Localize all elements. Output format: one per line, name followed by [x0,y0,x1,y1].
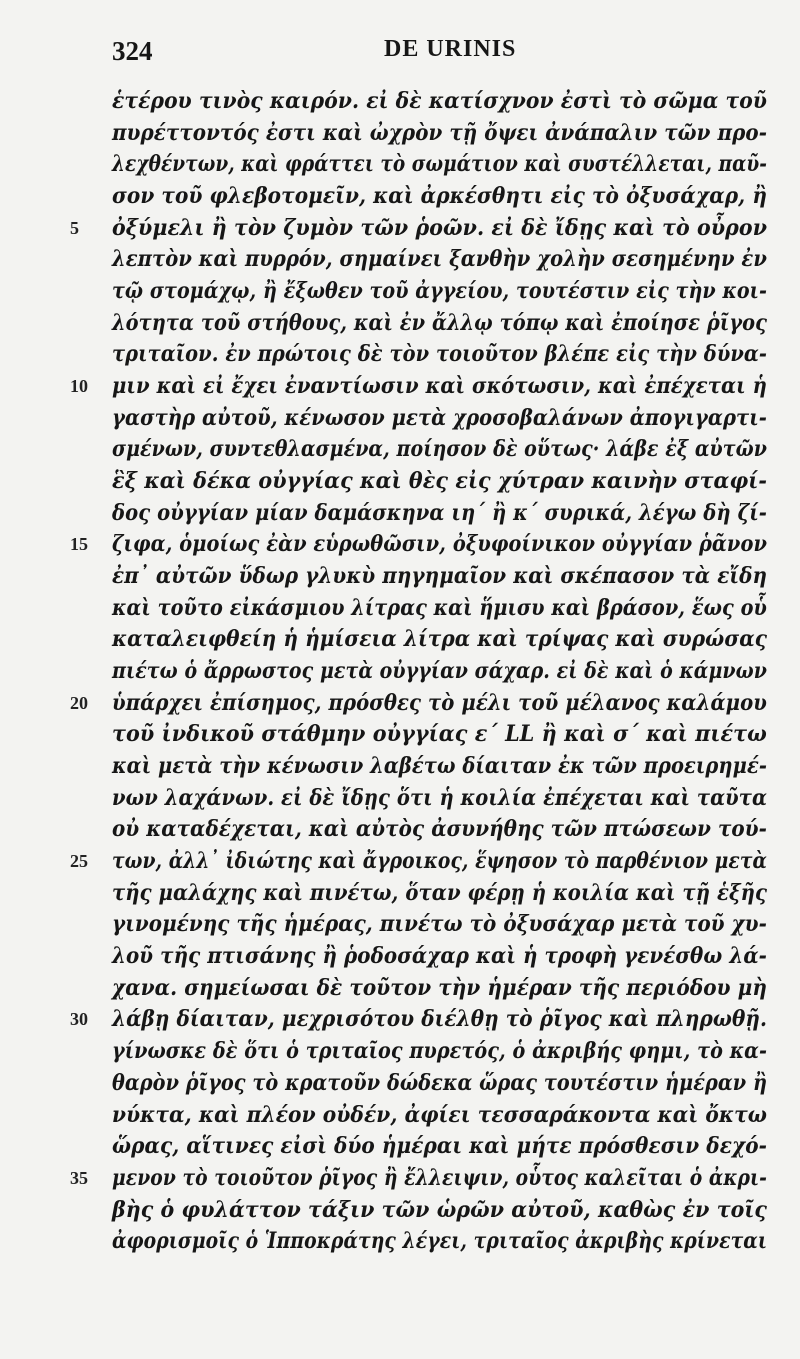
text-line [70,1133,770,1165]
text-line [70,183,770,215]
text-line [70,1228,770,1260]
line-number: 5 [70,217,79,238]
line-text: μιν καὶ εἰ ἔχει ἐναντίωσιν καὶ σκότωσιν, καὶ ἐπέχεται ἡ [112,373,767,400]
line-text: ὥρας, αἵτινες εἰσὶ δύο ἡμέραι καὶ μήτε πρόσθεσιν δεχό- [112,1133,768,1160]
text-line [70,531,770,563]
text-line [70,278,770,310]
line-number: 35 [70,1167,88,1188]
line-text: καὶ μετὰ τὴν κένωσιν λαβέτω δίαιταν ἐκ τῶν προειρημέ- [112,753,768,780]
text-line [70,658,770,690]
line-text: ὑπάρχει ἐπίσημος, πρόσθες τὸ μέλι τοῦ μέλανος καλάμου [112,689,768,716]
text-line [70,721,770,753]
text-line [70,246,770,278]
text-line [70,120,770,152]
text-line [70,310,770,342]
text-line [70,215,770,247]
text-line [70,405,770,437]
text-line [70,1165,770,1197]
page-header [112,36,752,76]
line-text: τριταῖον. ἐν πρώτοις δὲ τὸν τοιοῦτον βλέπε εἰς τὴν δύνα- [112,341,768,368]
line-text: οὐ καταδέχεται, καὶ αὐτὸς ἀσυνήθης τῶν πτώσεων τού- [112,816,767,843]
text-line [70,753,770,785]
text-line [70,1038,770,1070]
text-line [70,1197,770,1229]
line-text: γινομένης τῆς ἡμέρας, πινέτω τὸ ὀξυσάχαρ μετὰ τοῦ χυ- [112,911,768,938]
line-number: 20 [70,692,88,713]
line-text: ἐπ᾿ αὐτῶν ὕδωρ γλυκὺ πηγημαῖον καὶ σκέπασον τὰ εἴδη [112,563,768,590]
line-text: ζιφα, ὁμοίως ἐὰν εὑρωθῶσιν, ὀξυφοίνικον οὐγγίαν ῥᾶνον [112,531,767,558]
line-text: ἓξ καὶ δέκα οὐγγίας καὶ θὲς εἰς χύτραν καινὴν σταφί- [112,468,768,495]
line-text: νων λαχάνων. εἰ δὲ ἴδῃς ὅτι ἡ κοιλία ἐπέχεται καὶ ταῦτα [112,784,768,811]
text-line [70,373,770,405]
text-line [70,88,770,120]
text-line [70,1070,770,1102]
line-text: πυρέττοντός ἐστι καὶ ὠχρὸν τῇ ὄψει ἀνάπαλιν τῶν προ- [112,119,768,146]
text-line [70,341,770,373]
text-line [70,626,770,658]
text-line [70,880,770,912]
line-text: τῆς μαλάχης καὶ πινέτω, ὅταν φέρῃ ἡ κοιλία καὶ τῇ ἑξῆς [112,879,767,906]
greek-text-body [70,88,770,1260]
line-number: 15 [70,534,88,555]
running-head: DE URINIS [384,36,517,62]
text-line [70,563,770,595]
line-number: 30 [70,1009,88,1030]
text-line [70,785,770,817]
line-text: καταλειφθείη ἡ ἡμίσεια λίτρα καὶ τρίψας καὶ συρώσας [112,626,768,653]
text-line [70,975,770,1007]
line-text: δος οὐγγίαν μίαν δαμάσκηνα ιη΄ ἢ κ΄ συρικά, λέγω δὴ ζί- [112,499,767,526]
text-line [70,500,770,532]
line-text: τοῦ ἰνδικοῦ στάθμην οὐγγίας ε΄ LL ἢ καὶ σ΄ καὶ πιέτω [112,721,767,748]
line-text: λάβῃ δίαιταν, μεχρισότου διέλθῃ τὸ ῥῖγος καὶ πληρωθῇ. [112,1006,768,1033]
line-text: τῷ στομάχῳ, ἢ ἔξωθεν τοῦ ἀγγείου, τουτέστιν εἰς τὴν κοι- [112,278,767,305]
line-text: γίνωσκε δὲ ὅτι ὁ τριταῖος πυρετός, ὁ ἀκριβής φημι, τὸ κα- [112,1038,768,1065]
page-number: 324 [112,36,153,66]
text-line [70,436,770,468]
text-line [70,816,770,848]
line-text: των, ἀλλ᾿ ἰδιώτης καὶ ἄγροικος, ἕψησον τὸ παρθένιον μετὰ [112,848,767,875]
line-text: λότητα τοῦ στήθους, καὶ ἐν ἄλλῳ τόπῳ καὶ ἐποίησε ῥῖγος [112,309,768,336]
text-line [70,1102,770,1134]
text-line [70,943,770,975]
text-line [70,848,770,880]
text-line [70,595,770,627]
line-text: λεπτὸν καὶ πυρρόν, σημαίνει ξανθὴν χολὴν σεσημένην ἐν [112,246,767,273]
line-text: χανα. σημείωσαι δὲ τοῦτον τὴν ἡμέραν τῆς περιόδου μὴ [112,974,768,1001]
line-text: γαστὴρ αὐτοῦ, κένωσον μετὰ χροσοβαλάνων ἀπογιγαρτι- [112,404,767,431]
line-text: ἑτέρου τινὸς καιρόν. εἰ δὲ κατίσχνον ἐστὶ τὸ σῶμα τοῦ [112,88,768,114]
text-line [70,1006,770,1038]
line-text: μενον τὸ τοιοῦτον ῥῖγος ἢ ἔλλειψιν, οὗτος καλεῖται ὁ ἀκρι- [112,1164,767,1191]
line-text: ὀξύμελι ἢ τὸν ζυμὸν τῶν ῥοῶν. εἰ δὲ ἴδῃς καὶ τὸ οὖρον [112,214,768,241]
line-text: καὶ τοῦτο εἰκάσμιου λίτρας καὶ ἥμισυ καὶ βράσον, ἕως οὗ [112,594,767,621]
line-text: λοῦ τῆς πτισάνης ἢ ῥοδοσάχαρ καὶ ἡ τροφὴ γενέσθω λά- [112,943,767,970]
line-text: θαρὸν ῥῖγος τὸ κρατοῦν δώδεκα ὥρας τουτέστιν ἡμέραν ἢ [112,1069,768,1096]
line-number: 10 [70,376,88,397]
text-line [70,690,770,722]
line-number: 25 [70,851,88,872]
text-line [70,468,770,500]
line-text: ἀφορισμοῖς ὁ Ἱπποκράτης λέγει, τριταῖος ἀκριβὴς κρίνεται [112,1228,768,1255]
line-text: λεχθέντων, καὶ φράττει τὸ σωμάτιον καὶ συστέλλεται, παῦ- [112,151,768,178]
line-text: νύκτα, καὶ πλέον οὐδέν, ἀφίει τεσσαράκοντα καὶ ὄκτω [112,1101,768,1128]
text-line [70,151,770,183]
line-text: βὴς ὁ φυλάττον τάξιν τῶν ὡρῶν αὐτοῦ, καθὼς ἐν τοῖς [112,1196,768,1223]
text-line [70,911,770,943]
line-text: πιέτω ὁ ἄρρωστος μετὰ οὐγγίαν σάχαρ. εἰ δὲ καὶ ὁ κάμνων [112,658,767,685]
line-text: σον τοῦ φλεβοτομεῖν, καὶ ἀρκέσθητι εἰς τὸ ὀξυσάχαρ, ἢ [112,183,768,210]
line-text: σμένων, συντεθλασμένα, ποίησον δὲ οὕτως· λάβε ἐξ αὐτῶν [112,436,768,463]
